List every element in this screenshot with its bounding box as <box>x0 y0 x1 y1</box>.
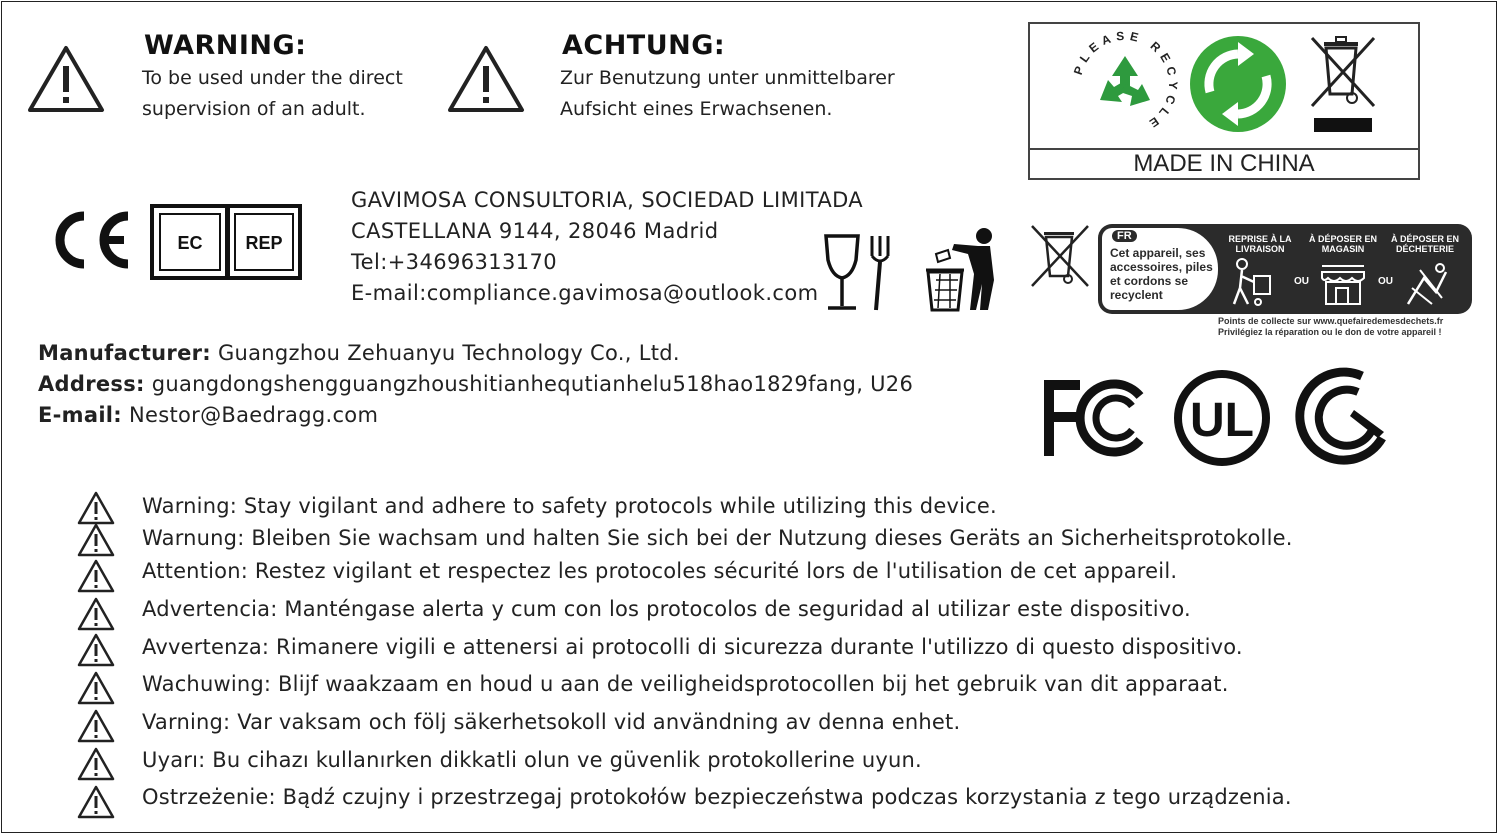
achtung-line: Zur Benutzung unter unmittelbarer <box>560 67 895 89</box>
triman-col-store: À DÉPOSER EN MAGASIN <box>1308 234 1377 254</box>
triman-footer-line: Privilégiez la réparation ou le don de votre appareil ! <box>1218 327 1442 337</box>
made-in-china-text: MADE IN CHINA <box>1133 150 1315 177</box>
warning-title: WARNING: <box>144 30 307 61</box>
warning-line: supervision of an adult. <box>142 98 366 120</box>
rep-company-address: CASTELLANA 9144, 28046 Madrid <box>351 219 719 243</box>
warning-triangle-icon <box>76 596 116 632</box>
warning-row-text: Warning: Stay vigilant and adhere to safety protocols while utilizing this device. <box>142 494 997 518</box>
achtung-title: ACHTUNG: <box>562 30 726 61</box>
ce-mark-icon <box>46 208 136 272</box>
manufacturer-value: Guangzhou Zehuanyu Technology Co., Ltd. <box>217 341 680 365</box>
triman-info-panel <box>1102 228 1218 310</box>
ec-rep-icon <box>150 204 302 280</box>
warning-row-text: Avvertenza: Rimanere vigili e attenersi ai protocolli di sicurezza durante l'utilizzo di questo dispositivo. <box>142 635 1243 659</box>
warning-triangle-icon <box>446 44 526 114</box>
warning-row-text: Uyarı: Bu cihazı kullanırken dikkatli olun ve güvenlik protokollerine uyun. <box>142 748 922 772</box>
tidyman-icon <box>922 224 1002 314</box>
manufacturer-row <box>38 338 913 369</box>
achtung-text <box>560 63 895 125</box>
triman-ou-text: OU <box>1294 276 1309 287</box>
warning-text <box>142 63 403 125</box>
warning-triangle-icon <box>76 522 116 558</box>
triman-fr-badge: FR <box>1112 230 1137 242</box>
rep-company-email: E-mail:compliance.gavimosa@outlook.com <box>351 281 819 305</box>
ec-label: EC <box>177 233 203 253</box>
triman-label <box>1098 224 1472 314</box>
ul-logo-icon <box>1172 370 1272 466</box>
weee-bin-icon <box>1308 32 1380 138</box>
address-value: guangdongshengguangzhoushitianhequtianhelu518hao1829fang, U26 <box>151 372 914 396</box>
recycling-center-icon <box>1402 258 1452 308</box>
warning-triangle-icon <box>76 670 116 706</box>
email-label: E-mail: <box>38 403 123 427</box>
rep-company-block <box>351 185 863 309</box>
please-recycle-icon <box>1070 30 1180 138</box>
warning-row-text: Warnung: Bleiben Sie wachsam und halten Sie sich bei der Nutzung dieses Geräts an Sicherheitsprotokolle. <box>142 526 1293 550</box>
warning-line: To be used under the direct <box>142 67 403 89</box>
rep-company-name: GAVIMOSA CONSULTORIA, SOCIEDAD LIMITADA <box>351 188 864 212</box>
rep-label: REP <box>245 233 283 253</box>
warning-row-text: Varning: Var vaksam och följ säkerhetsokoll vid användning av denna enhet. <box>142 710 961 734</box>
achtung-line: Aufsicht eines Erwachsenen. <box>560 98 833 120</box>
triman-col-center: À DÉPOSER EN DÉCHETERIE <box>1390 234 1459 254</box>
address-label: Address: <box>38 372 145 396</box>
email-value: Nestor@Baedragg.com <box>129 403 379 427</box>
warning-row-text: Ostrzeżenie: Bądź czujny i przestrzegaj protokołów bezpieczeństwa podczas korzystania z tego urządzenia. <box>142 785 1292 809</box>
triman-footer-line: Points de collecte sur www.quefairedemesdechets.fr <box>1218 316 1444 326</box>
triman-text: Cet appareil, ses accessoires, piles et cordons se recyclent <box>1110 246 1213 302</box>
store-icon <box>1318 258 1368 308</box>
warning-row-text: Wachuwing: Blijf waakzaam en houd u aan de veiligheidsprotocollen bij het gebruik van dit apparaat. <box>142 672 1229 696</box>
rcm-mark-icon <box>1292 366 1388 466</box>
warning-triangle-icon <box>76 490 116 526</box>
weee-small-icon <box>1030 224 1092 290</box>
food-safe-icon <box>818 232 898 314</box>
manufacturer-label: Manufacturer: <box>38 341 211 365</box>
warning-triangle-icon <box>76 632 116 668</box>
warning-triangle-icon <box>26 44 106 114</box>
warning-triangle-icon <box>76 784 116 820</box>
delivery-person-icon <box>1228 258 1276 308</box>
ul-text: UL <box>1190 394 1254 447</box>
recycle-box <box>1028 22 1420 180</box>
warning-triangle-icon <box>76 558 116 594</box>
address-row <box>38 369 913 400</box>
warning-row-text: Attention: Restez vigilant et respectez les protocoles sécurité lors de l'utilisation de cet appareil. <box>142 559 1178 583</box>
fcc-logo-icon <box>1040 376 1150 460</box>
warning-row-text: Advertencia: Manténgase alerta y cum con los protocolos de seguridad al utilizar este dispositivo. <box>142 597 1191 621</box>
email-row <box>38 400 913 431</box>
please-recycle-text: PLEASE RECYCLE <box>1070 30 1180 134</box>
warning-triangle-icon <box>76 708 116 744</box>
triman-col-delivery: REPRISE À LA LIVRAISON <box>1228 234 1292 254</box>
triman-ou-text: OU <box>1378 276 1393 287</box>
warning-triangle-icon <box>76 746 116 782</box>
manufacturer-block <box>38 338 913 431</box>
triman-footer <box>1218 316 1478 338</box>
rep-company-tel: Tel:+34696313170 <box>351 250 558 274</box>
green-dot-icon <box>1188 34 1288 134</box>
